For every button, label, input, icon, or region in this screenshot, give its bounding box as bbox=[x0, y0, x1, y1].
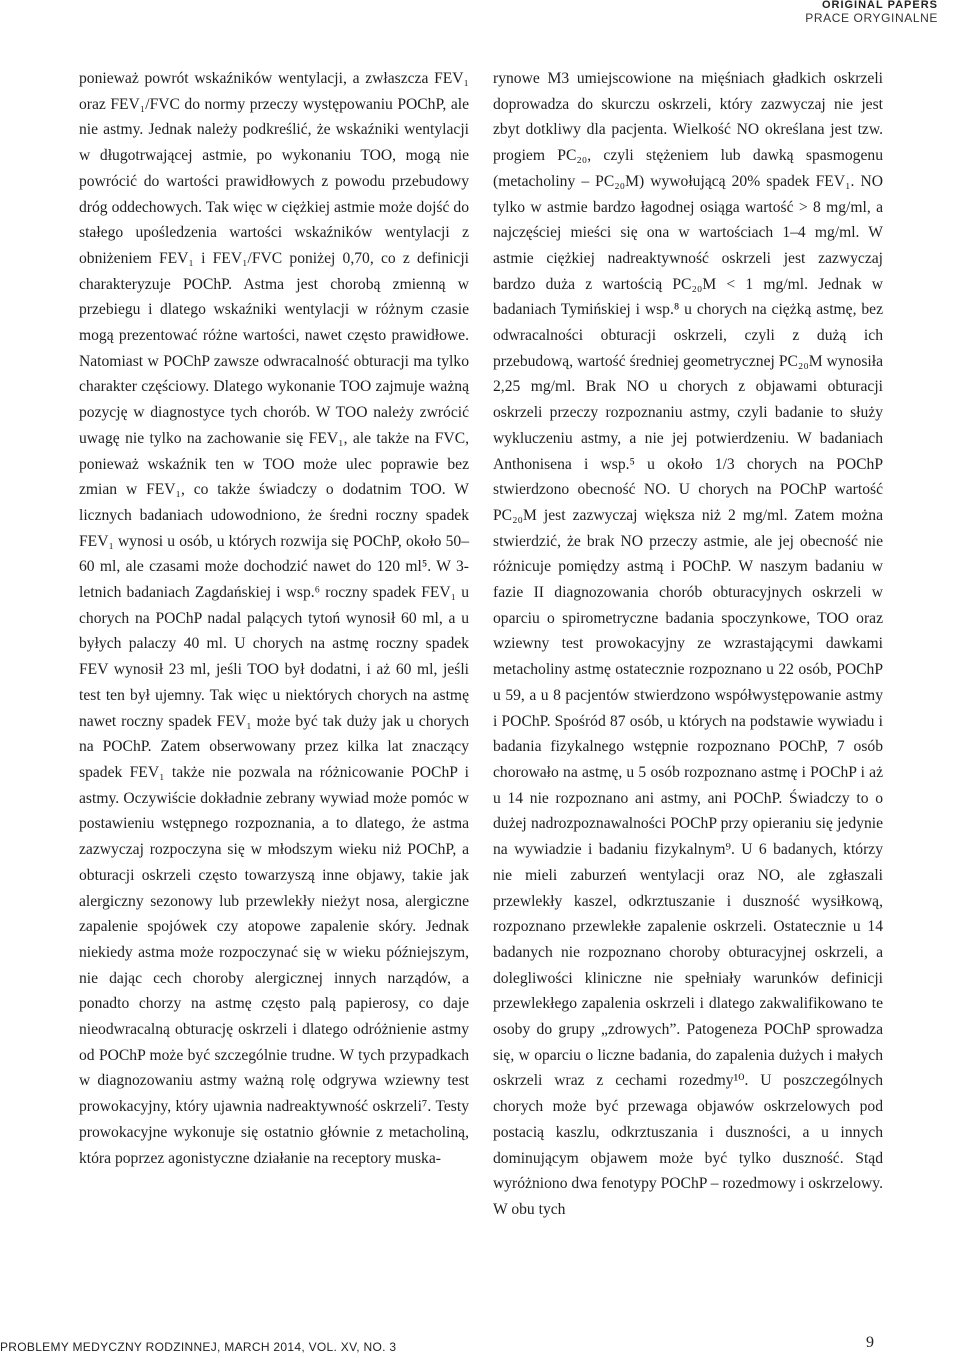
page-number: 9 bbox=[866, 1334, 874, 1351]
header-prace-oryginalne: PRACE ORYGINALNE bbox=[805, 10, 938, 25]
journal-footer: PROBLEMY MEDYCZNY RODZINNEJ, MARCH 2014, VOL. XV, NO. 3 bbox=[0, 1340, 397, 1354]
right-column-text: rynowe M3 umiejscowione na mięśniach gładkich oskrzeli doprowadza do skurczu oskrzeli, który zazwyczaj nie jest zbyt dotkliwy dla pacjenta. Wielkość NO określana jest tzw. progiem PC₂₀, czyli stężeniem lub dawką spasmogenu (metacholiny – PC₂₀M) wywołującą 20% spadek FEV₁. NO tylko w astmie bardzo łagodnej osiąga wartość > 8 mg/ml, a najczęściej mieści się ona w wartościach 1–4 mg/ml. W astmie ciężkiej nadreaktywność oskrzeli jest zazwyczaj bardzo duża z wartością PC₂₀M < 1 mg/ml. Jednak w badaniach Tymińskiej i wsp.⁸ u chorych na ciężką astmę, bez odwracalności obturacji oskrzeli, czyli z dużą ich przebudową, wartość średniej geometrycznej PC₂₀M wynosiła 2,25 mg/ml. Brak NO u chorych z objawami obturacji oskrzeli przeczy rozpoznaniu astmy, czyli badanie to służy wykluczeniu astmy, a nie jej potwierdzeniu. W badaniach Anthonisena i wsp.⁵ u około 1/3 chorych na POChP stwierdzono obecność NO. U chorych na POChP wartość PC₂₀M jest zazwyczaj większa niż 2 mg/ml. Zatem można stwierdzić, że brak NO przeczy astmie, ale jej obecność nie różnicuje pomiędzy astmą i POChP. W naszym badaniu w fazie II diagnozowania chorób obturacyjnych oskrzeli w oparciu o spirometryczne badania spoczynkowe, TOO oraz wziewny test prowokacyjny ze wzrastającymi dawkami metacholiny astmę ostatecznie rozpoznano u 22 osób, POChP u 59, a u 8 pacjentów stwierdzono współwystępowanie astmy i POChP. Spośród 87 osób, u których na podstawie wywiadu i badania fizykalnego wstępnie rozpoznano POChP, 7 osób chorowało na astmę, u 5 osób rozpoznano astmę i POChP i aż u 14 nie rozpoznano ani astmy, ani POChP. Świadczy to o dużej nadrozpoznawalności POChP przy opieraniu się jedynie na wywiadzie i badaniu fizykalnym⁹. U 6 badanych, którzy nie mieli zaburzeń wentylacji oraz NO, ale zgłaszali przewlekły kaszel, odkrztuszanie i duszność wysiłkową, rozpoznano przewlekłe zapalenie oskrzeli. Ostatecznie u 14 badanych nie rozpoznano choroby obturacyjnej oskrzeli, a dolegliwości kliniczne nie spełniały warunków definicji przewlekłego zapalenia oskrzeli i dlatego zakwalifikowano te osoby do grupy „zdrowych”. Patogeneza POChP sprowadza się, w oparciu o liczne badania, do zapalenia dużych i małych oskrzeli wraz z cechami rozedmy¹⁰. U poszczególnych chorych może być przewaga objawów oskrzelowych pod postacią kaszlu, odkrztuszania i duszności, a u innych dominującym objawem może być tylko duszność. Stąd wyróżniono dwa fenotypy POChP – rozedmowy i oskrzelowy. W obu tych bbox=[493, 70, 883, 1218]
right-column bbox=[493, 66, 883, 1223]
left-column-text: ponieważ powrót wskaźników wentylacji, a zwłaszcza FEV₁ oraz FEV₁/FVC do normy przeczy występowaniu POChP, ale nie astmy. Jednak należy podkreślić, że wskaźniki wentylacji w długotrwającej astmie, po wykonaniu TOO, mogą nie powrócić do wartości prawidłowych z powodu przebudowy dróg oddechowych. Tak więc w ciężkiej astmie może dojść do stałego upośledzenia wartości wskaźników wentylacji z obniżeniem FEV₁ i FEV₁/FVC poniżej 0,70, co z definicji charakteryzuje POChP. Astma jest chorobą zmienną w przebiegu i dlatego wskaźniki wentylacji w różnym czasie mogą prezentować różne wartości, nawet często prawidłowe. Natomiast w POChP zawsze odwracalność obturacji ma tylko charakter częściowy. Dlatego wykonanie TOO zajmuje ważną pozycję w diagnostyce tych chorób. W TOO należy zwrócić uwagę nie tylko na zachowanie się FEV₁, ale także na FVC, ponieważ wskaźnik ten w TOO może ulec poprawie bez zmian w FEV₁, co także świadczy o dodatnim TOO. W licznych badaniach udowodniono, że średni roczny spadek FEV₁ wynosi u osób, u których rozwija się POChP, około 50–60 ml, ale czasami może dochodzić nawet do 120 ml⁵. W 3-letnich badaniach Zagdańskiej i wsp.⁶ roczny spadek FEV₁ u chorych na POChP nadal palących tytoń wynosił 60 ml, a u byłych palaczy 40 ml. U chorych na astmę roczny spadek FEV wynosił 23 ml, jeśli TOO był dodatni, i aż 60 ml, jeśli test ten był ujemny. Tak więc u niektórych chorych na astmę nawet roczny spadek FEV₁ może być tak duży jak u chorych na POChP. Zatem obserwowany przez kilka lat znaczący spadek FEV₁ także nie pozwala na różnicowanie POChP i astmy. Oczywiście dokładnie zebrany wywiad może pomóc w postawieniu wstępnego rozpoznania, a to dlatego, że astma zazwyczaj rozpoczyna się w młodszym wieku niż POChP, a obturacji oskrzeli często towarzyszą inne objawy, takie jak alergiczny sezonowy lub przewlekły nieżyt nosa, alergiczne zapalenie spojówek czy atopowe zapalenie skóry. Jednak niekiedy astma może rozpoczynać się w wieku późniejszym, nie dając cech choroby alergicznej innych narządów, a ponadto chorzy na astmę często palą papierosy, co daje nieodwracalną obturację oskrzeli i dlatego odróżnienie astmy od POChP może być szczególnie trudne. W tych przypadkach w diagnozowaniu astmy ważną rolę odgrywa wziewny test prowokacyjny, który ujawnia nadreaktywność oskrzeli⁷. Testy prowokacyjne wykonuje się ostatnio głównie z metacholiną, która poprzez agonistyczne działanie na receptory muska- bbox=[79, 70, 469, 1167]
running-header bbox=[805, 0, 938, 24]
left-column bbox=[79, 66, 469, 1171]
header-original-papers: ORIGINAL PAPERS bbox=[821, 0, 938, 11]
